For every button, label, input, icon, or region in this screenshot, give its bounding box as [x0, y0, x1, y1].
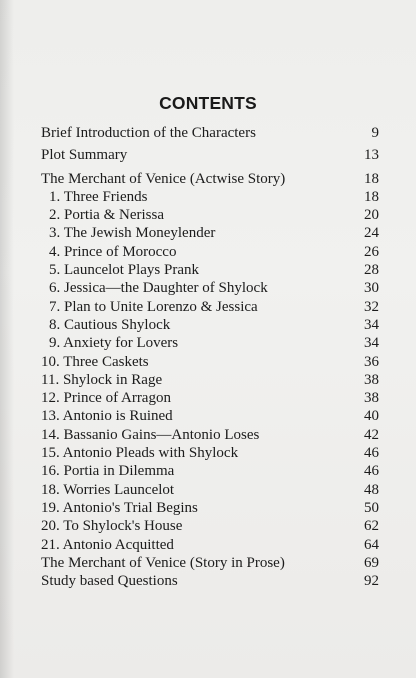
- toc-entry-label: Study based Questions: [41, 573, 178, 590]
- toc-entry-label: 6. Jessica—the Daughter of Shylock: [49, 280, 268, 297]
- toc-entry: [41, 206, 379, 224]
- table-of-contents: [41, 124, 379, 590]
- toc-entry: [41, 353, 379, 371]
- toc-entry: [41, 124, 379, 142]
- toc-entry-label: 13. Antonio is Ruined: [41, 408, 173, 425]
- toc-entry: [41, 389, 379, 407]
- toc-entry-page: 18: [364, 170, 379, 187]
- toc-entry: [41, 334, 379, 352]
- toc-entry-label: Brief Introduction of the Characters: [41, 125, 256, 141]
- toc-entry-page: 38: [364, 371, 379, 388]
- contents-title: CONTENTS: [159, 93, 257, 113]
- toc-entry-label: 7. Plan to Unite Lorenzo & Jessica: [49, 298, 258, 315]
- toc-entry-label: 16. Portia in Dilemma: [41, 463, 175, 480]
- toc-entry-page: 34: [364, 316, 379, 333]
- toc-entry: [41, 170, 379, 188]
- toc-entry-label: 12. Prince of Arragon: [41, 390, 171, 407]
- toc-entry: [41, 243, 379, 261]
- toc-entry-label: 21. Antonio Acquitted: [41, 536, 174, 553]
- toc-entry-label: 15. Antonio Pleads with Shylock: [41, 445, 239, 462]
- toc-entry-label: 2. Portia & Nerissa: [49, 207, 164, 224]
- toc-entry-page: 26: [364, 243, 379, 260]
- toc-entry-page: 28: [364, 262, 379, 279]
- toc-entry-label: 14. Bassanio Gains—Antonio Loses: [41, 426, 260, 443]
- toc-entry: [41, 517, 379, 535]
- toc-entry-page: 30: [364, 280, 379, 297]
- toc-entry-label: 10. Three Caskets: [41, 353, 149, 370]
- toc-entry-page: 40: [364, 408, 379, 425]
- toc-entry-page: 18: [364, 188, 379, 205]
- toc-entry: [41, 481, 379, 499]
- toc-entry: [41, 371, 379, 389]
- toc-entry: [41, 536, 379, 554]
- toc-entry-page: 92: [364, 573, 379, 590]
- toc-entry: [41, 316, 379, 334]
- toc-entry-page: 36: [364, 353, 379, 370]
- toc-entry-label: 11. Shylock in Rage: [41, 371, 163, 388]
- toc-entry-page: 13: [364, 147, 379, 164]
- toc-entry-label: 20. To Shylock's House: [41, 518, 183, 535]
- toc-entry: [41, 407, 379, 425]
- toc-entry: [41, 572, 379, 590]
- toc-entry-page: 69: [364, 554, 379, 571]
- toc-entry: [41, 426, 379, 444]
- toc-entry-page: 48: [364, 481, 379, 498]
- toc-entry-page: 38: [364, 390, 379, 407]
- toc-entry-label: Plot Summary: [41, 147, 128, 164]
- toc-entry-label: 9. Anxiety for Lovers: [49, 335, 179, 352]
- toc-entry: [41, 261, 379, 279]
- toc-entry-label: 8. Cautious Shylock: [49, 316, 171, 333]
- toc-entry: [41, 188, 379, 206]
- toc-entry: [41, 554, 379, 572]
- toc-entry-label: 4. Prince of Morocco: [49, 243, 177, 260]
- toc-entry: [41, 499, 379, 517]
- toc-entry-page: 46: [364, 463, 379, 480]
- toc-entry: [41, 279, 379, 297]
- toc-entry: [41, 462, 379, 480]
- toc-entry-page: 34: [364, 335, 379, 352]
- toc-entry-label: 19. Antonio's Trial Begins: [41, 499, 198, 516]
- toc-entry-page: 9: [371, 125, 379, 141]
- toc-entry-label: 18. Worries Launcelot: [41, 481, 175, 498]
- toc-entry-page: 64: [364, 536, 379, 553]
- toc-entry: [41, 444, 379, 462]
- toc-entry: [41, 224, 379, 242]
- toc-entry-label: 3. The Jewish Moneylender: [49, 225, 216, 242]
- toc-entry-page: 62: [364, 518, 379, 535]
- toc-entry-page: 24: [364, 225, 379, 242]
- toc-entry-page: 32: [364, 298, 379, 315]
- toc-entry-page: 42: [364, 426, 379, 443]
- toc-entry-label: 5. Launcelot Plays Prank: [49, 262, 199, 279]
- toc-entry-page: 46: [364, 445, 379, 462]
- toc-entry-label: The Merchant of Venice (Story in Prose): [41, 554, 285, 571]
- toc-entry-page: 20: [364, 207, 379, 224]
- toc-entry-page: 50: [364, 499, 379, 516]
- toc-entry: [41, 298, 379, 316]
- toc-entry-label: 1. Three Friends: [49, 188, 148, 205]
- toc-entry-label: The Merchant of Venice (Actwise Story): [41, 170, 286, 187]
- toc-entry: [41, 146, 379, 164]
